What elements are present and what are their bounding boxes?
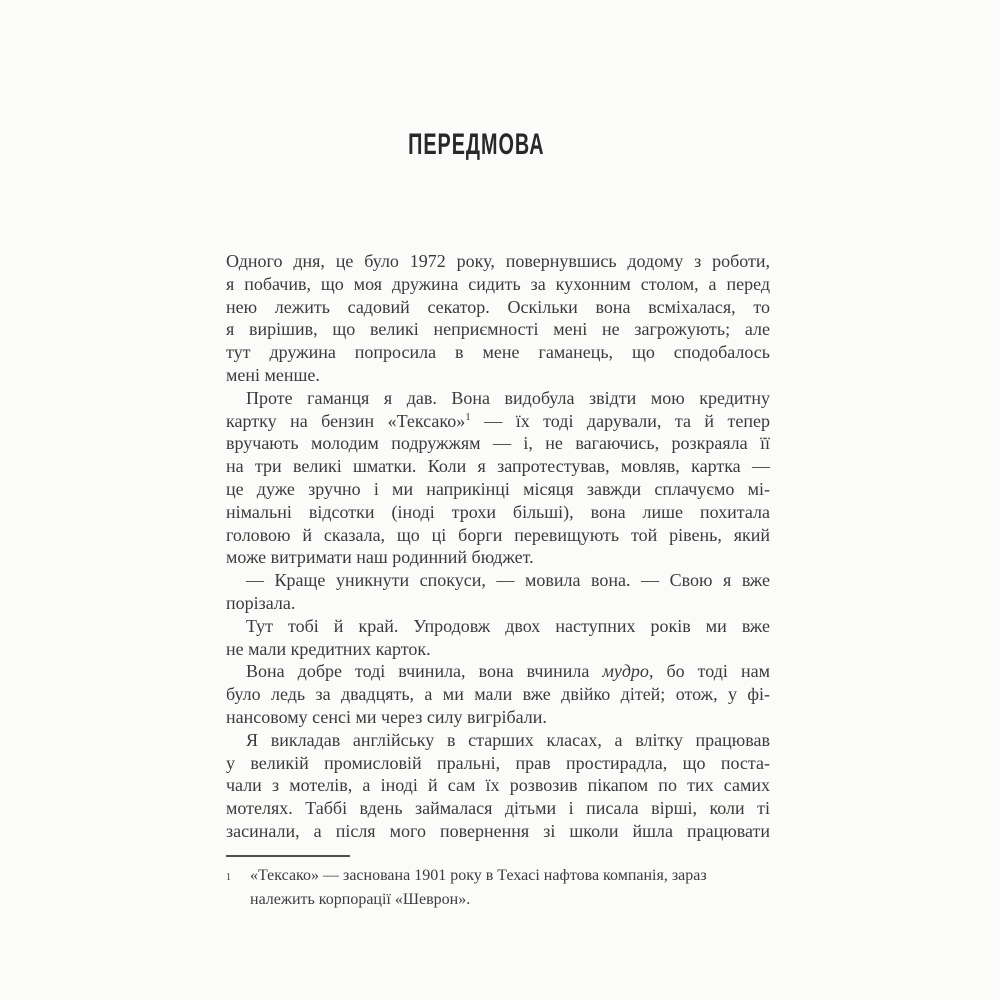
text-segment: вручають молодим подружжям — і, не вагаючись, розкраяла її <box>226 433 770 454</box>
text-segment: чали з мотелів, а іноді й сам їх розвозив пікапом по тих самих <box>226 775 770 796</box>
paragraph <box>226 729 770 843</box>
footnote-line: належить корпорації «Шеврон». <box>250 890 471 908</box>
chapter-title <box>226 128 770 162</box>
text-segment: , бо тоді нам <box>648 661 770 682</box>
text-line <box>226 501 770 524</box>
paragraph <box>226 569 770 615</box>
footnote-reference: 1 <box>465 410 471 423</box>
text-segment: порізала. <box>226 592 296 613</box>
text-line <box>226 250 770 273</box>
text-line <box>226 546 770 569</box>
text-segment: я побачив, що моя дружина сидить за кухонним столом, а перед <box>226 273 770 294</box>
text-segment: на три великі шматки. Коли я запротестував, мовляв, картка — <box>226 456 770 477</box>
text-line <box>226 774 770 797</box>
text-segment: Одного дня, це було 1972 року, повернувшись додому з роботи, <box>226 251 770 271</box>
text-line <box>226 432 770 455</box>
text-line <box>226 729 770 752</box>
chapter-title-text: ПЕРЕДМОВА <box>407 128 545 161</box>
text-line <box>226 478 770 501</box>
footnote-line: «Тексако» — заснована 1901 року в Техасі нафтова компанія, зараз <box>250 867 707 884</box>
paragraph <box>226 660 770 728</box>
text-segment: я вирішив, що великі неприємності мені не загрожують; але <box>226 319 770 340</box>
text-line <box>226 410 770 433</box>
text-line <box>226 752 770 775</box>
footnote-text <box>250 864 770 911</box>
text-line <box>226 660 770 683</box>
text-segment: Проте гаманця я дав. Вона видобула звідти мою кредитну <box>246 387 770 408</box>
text-line <box>226 706 770 729</box>
text-segment: засинали, а після мого повернення зі школи йшла працювати <box>226 820 770 841</box>
text-segment: не мали кредитних карток. <box>226 638 431 659</box>
text-segment: німальні відсотки (іноді трохи більші), вона лише похитала <box>226 501 770 522</box>
paragraph <box>226 387 770 569</box>
text-line <box>226 364 770 387</box>
text-line <box>226 820 770 843</box>
text-line <box>226 455 770 478</box>
text-line <box>226 524 770 547</box>
text-segment: головою й сказала, що ці борги перевищують той рівень, який <box>226 524 770 545</box>
text-segment: Тут тобі й край. Упродовж двох наступних років ми вже <box>246 615 770 636</box>
body-text <box>226 250 770 843</box>
text-segment: мені менше. <box>226 364 320 385</box>
text-line <box>226 318 770 341</box>
text-segment: може витримати наш родинний бюджет. <box>226 547 534 568</box>
text-line <box>226 592 770 615</box>
text-line <box>226 296 770 319</box>
footnote <box>226 864 770 911</box>
text-line <box>226 638 770 661</box>
text-segment: мотелях. Таббі вдень займалася дітьми і писала вірші, коли ті <box>226 798 770 819</box>
text-segment: мудро <box>602 661 649 682</box>
text-line <box>226 273 770 296</box>
footnote-marker: 1 <box>226 872 231 883</box>
text-line <box>226 683 770 706</box>
text-line <box>226 341 770 364</box>
text-segment: — Краще уникнути спокуси, — мовила вона. — Свою я вже <box>246 570 770 591</box>
text-line <box>226 387 770 410</box>
text-segment: це дуже зручно і ми наприкінці місяця завжди сплачуємо мі- <box>226 478 770 499</box>
text-segment: нансовому сенсі ми через силу вигрібали. <box>226 706 547 727</box>
text-segment: Я викладав англійську в старших класах, а влітку працював <box>246 729 770 750</box>
text-segment: картку на бензин «Тексако» <box>226 410 466 431</box>
text-segment: — їх тоді дарували, та й тепер <box>470 410 771 431</box>
text-line <box>226 615 770 638</box>
text-line <box>226 569 770 592</box>
paragraph <box>226 250 770 387</box>
text-segment: нею лежить садовий секатор. Оскільки вона всміхалася, то <box>226 296 770 317</box>
text-segment: тут дружина попросила в мене гаманець, що сподобалось <box>226 342 770 363</box>
text-segment: було ледь за двадцять, а ми мали вже двійко дітей; отож, у фі- <box>226 684 770 705</box>
footnote-divider <box>226 855 350 857</box>
text-segment: Вона добре тоді вчинила, вона вчинила <box>246 661 603 682</box>
paragraph <box>226 615 770 661</box>
text-segment: у великій промисловій пральні, прав простирадла, що поста- <box>226 752 770 773</box>
text-line <box>226 797 770 820</box>
